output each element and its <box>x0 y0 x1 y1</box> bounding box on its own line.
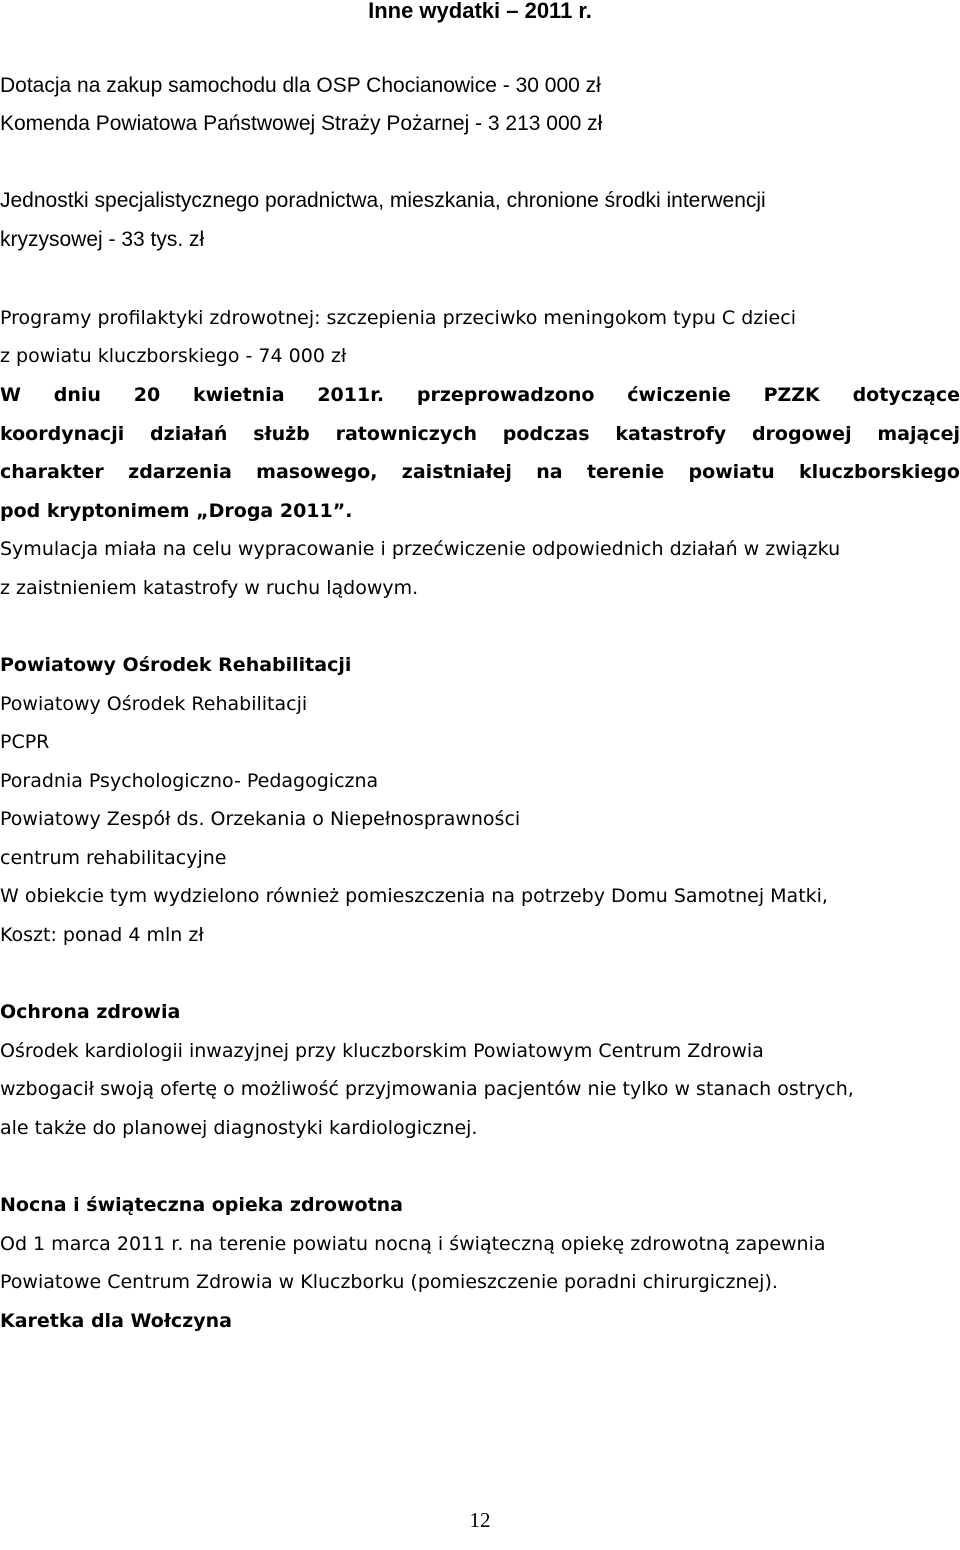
rehab-item: Powiatowy Ośrodek Rehabilitacji <box>0 693 308 715</box>
simulation-line-1: Symulacja miała na celu wypracowanie i przećwiczenie odpowiednich działań w związku <box>0 538 841 560</box>
rehab-item: centrum rehabilitacyjne <box>0 847 227 869</box>
crisis-units-line-1: Jednostki specjalistycznego poradnictwa, mieszkania, chronione środki interwencji <box>0 189 766 212</box>
rehab-item: Powiatowy Zespół ds. Orzekania o Niepełnosprawności <box>0 808 521 830</box>
health-line: Ośrodek kardiologii inwazyjnej przy kluczborskim Powiatowym Centrum Zdrowia <box>0 1040 764 1062</box>
crisis-units-line-2: kryzysowej - 33 tys. zł <box>0 228 205 251</box>
night-care-line: Powiatowe Centrum Zdrowia w Kluczborku (pomieszczenie poradni chirurgicznej). <box>0 1271 778 1293</box>
night-care-heading: Nocna i świąteczna opieka zdrowotna <box>0 1194 403 1216</box>
health-line: wzbogacił swoją ofertę o możliwość przyjmowania pacjentów nie tylko w stanach ostrych, <box>0 1078 854 1100</box>
night-care-line: Od 1 marca 2011 r. na terenie powiatu nocną i świąteczną opiekę zdrowotną zapewnia <box>0 1233 826 1255</box>
rehab-item: PCPR <box>0 731 50 753</box>
health-programs-line-1: Programy profilaktyki zdrowotnej: szczepienia przeciwko meningokom typu C dzieci <box>0 307 796 329</box>
rehab-item: W obiekcie tym wydzielono również pomieszczenia na potrzeby Domu Samotnej Matki, <box>0 885 828 907</box>
page-number: 12 <box>469 1508 491 1532</box>
fire-service-line: Komenda Powiatowa Państwowej Straży Pożarnej - 3 213 000 zł <box>0 112 603 135</box>
health-line: ale także do planowej diagnostyki kardiologicznej. <box>0 1117 478 1139</box>
health-programs-line-2: z powiatu kluczborskiego - 74 000 zł <box>0 345 347 367</box>
osp-grant-line: Dotacja na zakup samochodu dla OSP Chocianowice - 30 000 zł <box>0 74 601 97</box>
exercise-paragraph <box>0 376 960 530</box>
exercise-line: koordynacji działań służb ratowniczych podczas katastrofy drogowej mającej <box>0 422 960 445</box>
rehab-heading: Powiatowy Ośrodek Rehabilitacji <box>0 654 352 676</box>
simulation-line-2: z zaistnieniem katastrofy w ruchu lądowym. <box>0 577 419 599</box>
health-heading: Ochrona zdrowia <box>0 1001 181 1023</box>
exercise-line: W dniu 20 kwietnia 2011r. przeprowadzono ćwiczenie PZZK dotyczące <box>0 384 960 406</box>
ambulance-heading: Karetka dla Wołczyna <box>0 1310 232 1332</box>
rehab-cost: Koszt: ponad 4 mln zł <box>0 924 204 946</box>
page-title: Inne wydatki – 2011 r. <box>368 0 592 23</box>
exercise-line: charakter zdarzenia masowego, zaistniałej na terenie powiatu kluczborskiego <box>0 461 960 483</box>
rehab-item: Poradnia Psychologiczno- Pedagogiczna <box>0 770 379 792</box>
exercise-line: pod kryptonimem „Droga 2011”. <box>0 499 353 522</box>
